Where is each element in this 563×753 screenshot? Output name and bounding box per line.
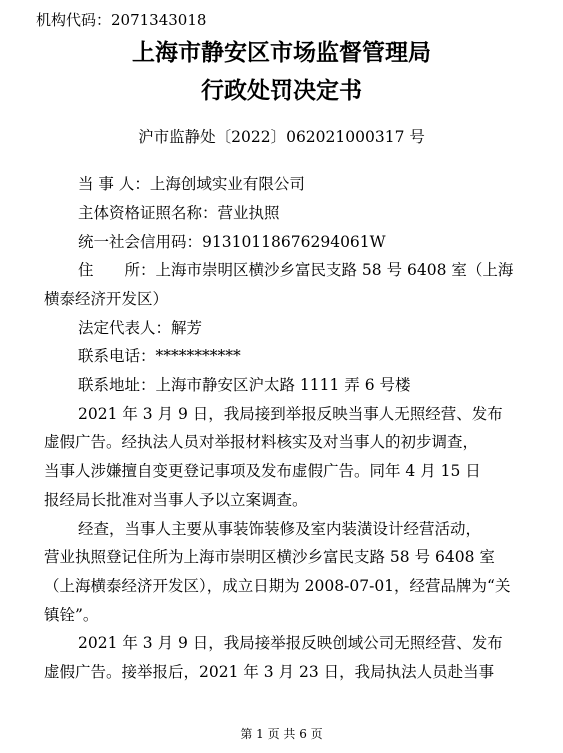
document-title-agency: 上海市静安区市场监督管理局 [132, 40, 431, 66]
paragraph-3-line: 2021 年 3 月 9 日，我局接举报反映创域公司无照经营、发布 [78, 634, 503, 652]
page-footer: 第 1 页 共 6 页 [240, 727, 323, 741]
party-phone: 联系电话：*********** [78, 347, 241, 365]
paragraph-2-line: 镇铨”。 [44, 606, 99, 624]
paragraph-2-line: 营业执照登记住所为上海市崇明区横沙乡富民支路 58 号 6408 室 [44, 548, 495, 566]
paragraph-1-line: 2021 年 3 月 9 日，我局接到举报反映当事人无照经营、发布 [78, 405, 503, 423]
party-credit-code: 统一社会信用码：91310118676294061W [78, 233, 386, 251]
party-name: 当 事 人：上海创域实业有限公司 [78, 175, 305, 193]
party-qualification: 主体资格证照名称：营业执照 [78, 204, 280, 222]
party-address-line2: 横泰经济开发区） [44, 290, 169, 308]
paragraph-1-line: 虚假广告。经执法人员对举报材料核实及对当事人的初步调查， [44, 433, 479, 451]
paragraph-1-line: 当事人涉嫌擅自变更登记事项及发布虚假广告。同年 4 月 15 日 [44, 462, 481, 480]
paragraph-2-line: 经查，当事人主要从事装饰装修及室内装潢设计经营活动， [78, 520, 482, 538]
party-address-line1: 住 所：上海市崇明区横沙乡富民支路 58 号 6408 室（上海 [78, 261, 514, 279]
party-legal-rep: 法定代表人：解芳 [78, 319, 203, 337]
paragraph-3-line: 虚假广告。接举报后，2021 年 3 月 23 日，我局执法人员赴当事 [44, 663, 495, 681]
paragraph-1-line: 报经局长批准对当事人予以立案调查。 [44, 491, 308, 509]
document-number: 沪市监静处〔2022〕062021000317 号 [138, 128, 425, 146]
document-title-type: 行政处罚决定书 [201, 78, 362, 104]
paragraph-2-line: （上海横泰经济开发区），成立日期为 2008-07-01，经营品牌为“关 [44, 577, 511, 595]
party-contact-address: 联系地址：上海市静安区沪太路 1111 弄 6 号楼 [78, 376, 411, 394]
org-code: 机构代码：2071343018 [36, 11, 207, 29]
